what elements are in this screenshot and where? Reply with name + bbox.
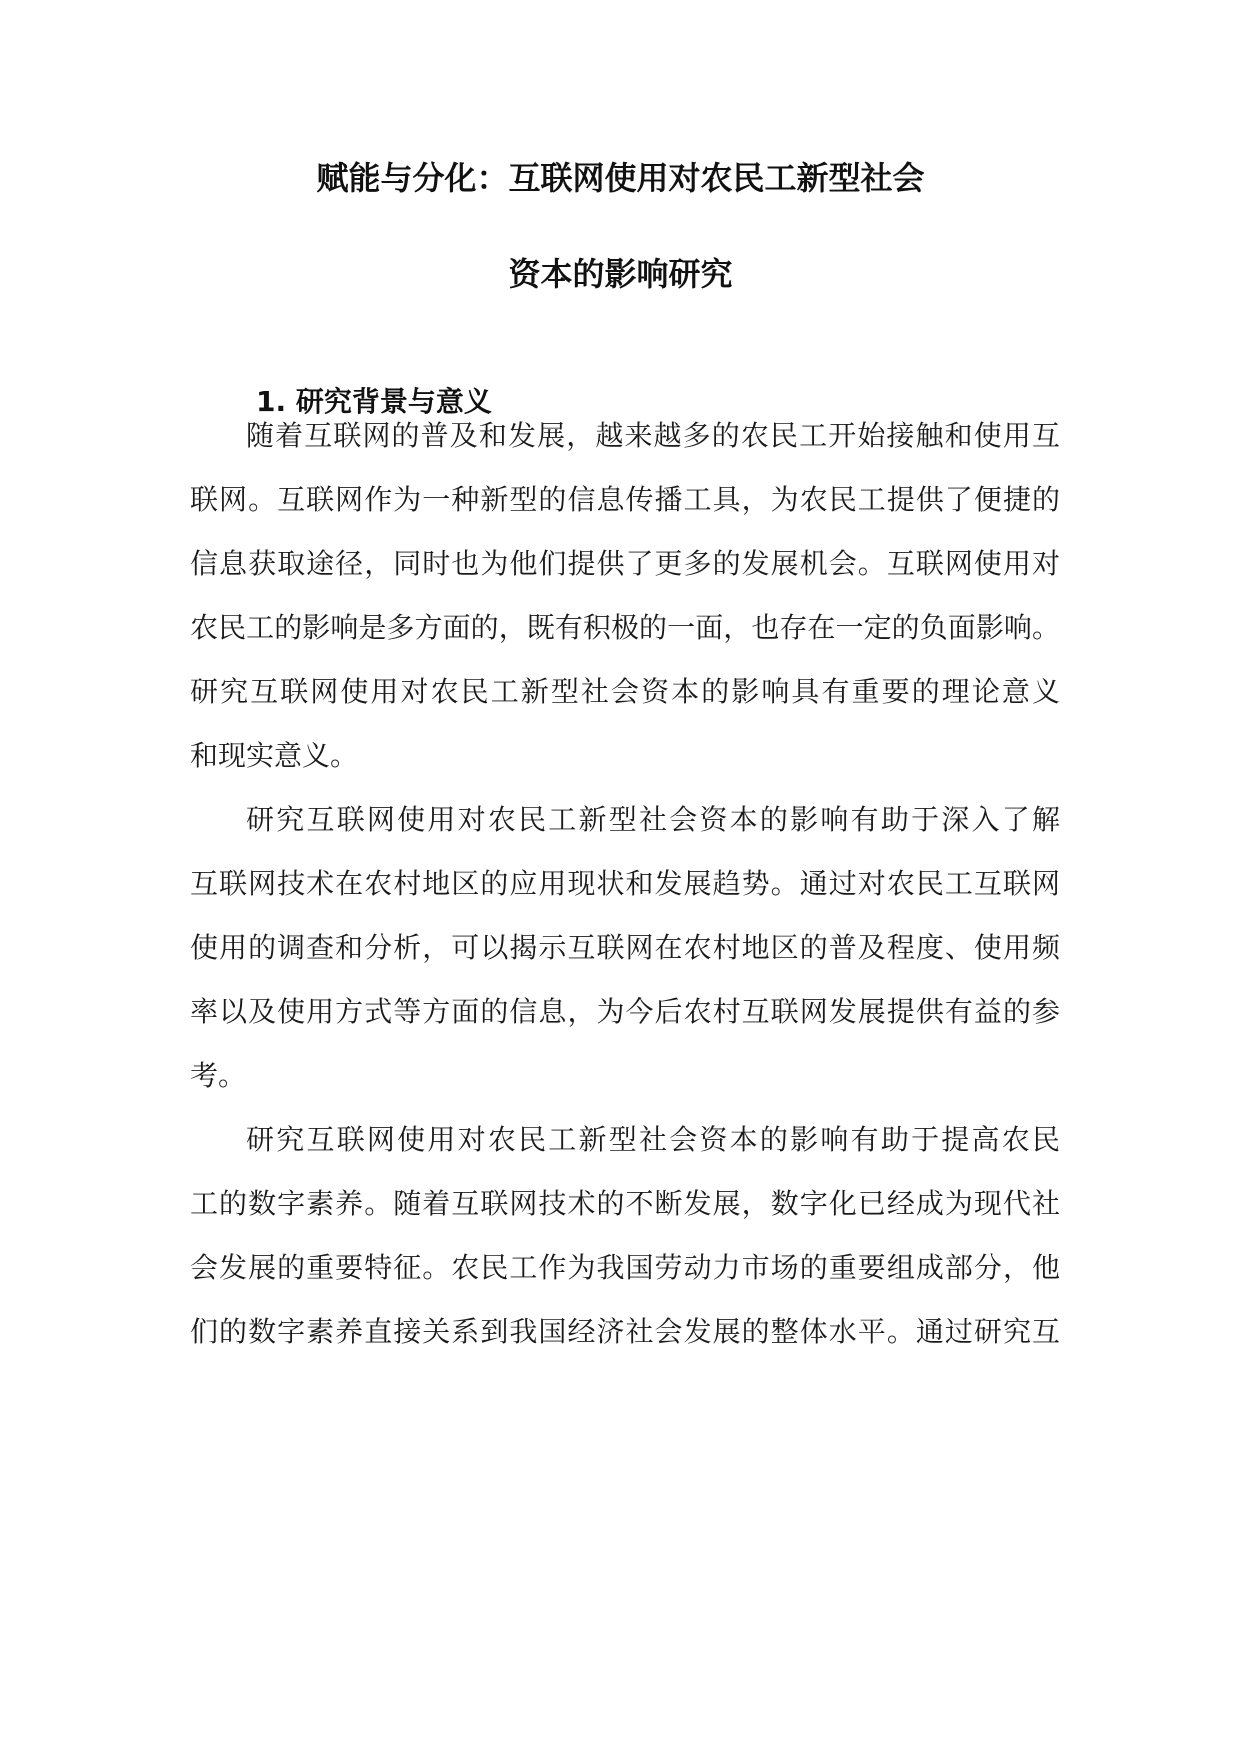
paragraph-2-line-1: 研究互联网使用对农民工新型社会资本的影响有助于深入了解	[246, 803, 1060, 836]
paragraph-2-line-5: 考。	[190, 1059, 247, 1092]
paragraph-1-line-3: 信息获取途径，同时也为他们提供了更多的发展机会。互联网使用对	[190, 547, 1060, 580]
paragraph-3-line-3: 会发展的重要特征。农民工作为我国劳动力市场的重要组成部分，他	[190, 1251, 1060, 1284]
paragraph-1-line-5: 研究互联网使用对农民工新型社会资本的影响具有重要的理论意义	[190, 675, 1060, 708]
paragraph-1-line-2: 联网。互联网作为一种新型的信息传播工具，为农民工提供了便捷的	[190, 483, 1060, 516]
paragraph-3-line-4: 们的数字素养直接关系到我国经济社会发展的整体水平。通过研究互	[190, 1315, 1060, 1348]
paragraph-2-line-3: 使用的调查和分析，可以揭示互联网在农村地区的普及程度、使用频	[190, 931, 1060, 964]
paragraph-1-line-6: 和现实意义。	[190, 739, 359, 772]
paragraph-1-line-4: 农民工的影响是多方面的，既有积极的一面，也存在一定的负面影响。	[190, 611, 1060, 644]
paragraph-2-line-2: 互联网技术在农村地区的应用现状和发展趋势。通过对农民工互联网	[190, 867, 1060, 900]
paragraph-2-line-4: 率以及使用方式等方面的信息，为今后农村互联网发展提供有益的参	[190, 995, 1060, 1028]
document-title-line-2: 资本的影响研究	[508, 255, 733, 293]
section-heading: 1. 研究背景与意义	[256, 385, 492, 418]
paragraph-1-line-1: 随着互联网的普及和发展，越来越多的农民工开始接触和使用互	[246, 419, 1060, 452]
document-title-line-1: 赋能与分化：互联网使用对农民工新型社会	[316, 159, 925, 197]
paragraph-3-line-1: 研究互联网使用对农民工新型社会资本的影响有助于提高农民	[246, 1123, 1060, 1156]
paragraph-3-line-2: 工的数字素养。随着互联网技术的不断发展，数字化已经成为现代社	[190, 1187, 1060, 1220]
